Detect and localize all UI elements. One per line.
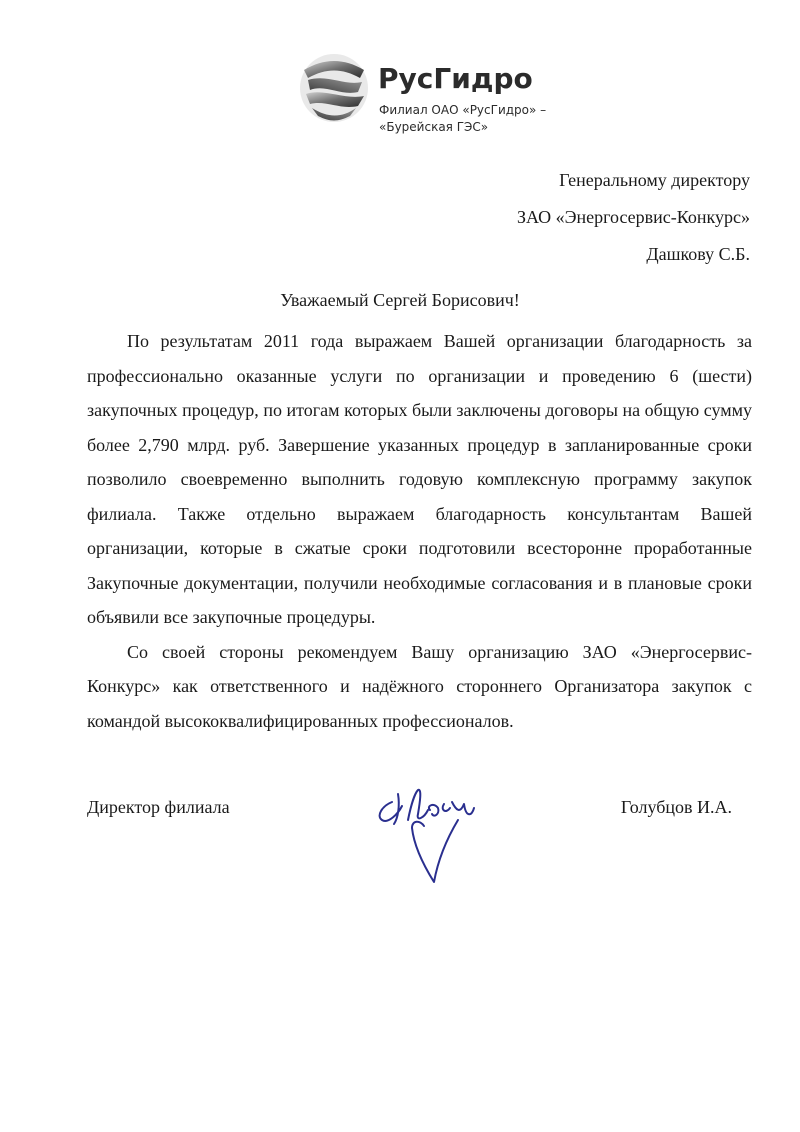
- addressee-name: Дашкову С.Б.: [646, 244, 750, 264]
- signatory-title: Директор филиала: [87, 797, 230, 817]
- letterhead: [298, 52, 598, 142]
- handwritten-signature: [368, 780, 488, 890]
- body-paragraph-2: Со своей стороны рекомендуем Вашу организацию ЗАО «Энергосервис-Конкурс» как ответственного и надёжного стороннего Организатора закупок с командой высококвалифицированных профессионалов.: [87, 641, 752, 731]
- brand-name: РусГидро: [378, 62, 533, 95]
- addressee-company: ЗАО «Энергосервис-Конкурс»: [516, 207, 750, 227]
- branch-line-2: «Бурейская ГЭС»: [379, 120, 489, 134]
- addressee-position: Генеральному директору: [559, 170, 750, 190]
- addressee-block: [350, 162, 750, 273]
- branch-line-1: Филиал ОАО «РусГидро» –: [379, 103, 547, 117]
- signatory-name: Голубцов И.А.: [620, 797, 732, 817]
- body-paragraph-1: По результатам 2011 года выражаем Вашей организации благодарность за профессионально оказанные услуги по организации и проведению 6 (шести) закупочных процедур, по итогам которых были заключены договоры на общую сумму более 2,790 млрд. руб. Завершение указанных процедур в запланированные сроки позволило своевременно выполнить годовую комплексную программу закупок филиала. Также отдельно выражаем благодарность консультантам Вашей организации, которые в сжатые сроки подготовили всесторонне проработанные Закупочные документации, получили необходимые согласования и в плановые сроки объявили все закупочные процедуры.: [87, 331, 752, 627]
- rushydro-logo-icon: [298, 52, 370, 124]
- salutation: Уважаемый Сергей Борисович!: [280, 290, 520, 310]
- letter-body: [87, 324, 752, 738]
- branch-name: [379, 102, 599, 136]
